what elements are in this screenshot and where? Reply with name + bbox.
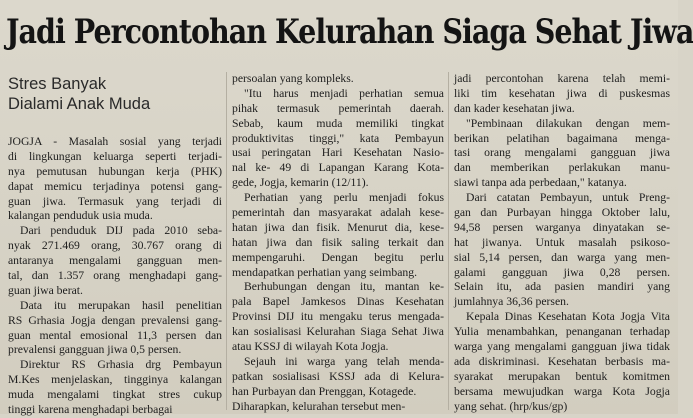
article-line: guan jiwa berat. bbox=[8, 283, 83, 297]
article-line: di lingkungan keluarga seperti terjadi- bbox=[8, 149, 222, 163]
article-line: Perhatian yang perlu menjadi fokus bbox=[244, 191, 444, 205]
article-line: mempengaruhi. Dengan begitu perlu bbox=[232, 250, 444, 264]
article-line: bersama mewujudkan warga Kota Jogja bbox=[454, 384, 670, 398]
article-line: RS Grhasia Jogja dengan prevalensi gang- bbox=[8, 313, 222, 327]
article-line: jumlahnya 36,36 persen. bbox=[454, 295, 569, 309]
column-3 bbox=[454, 72, 670, 414]
article-line: tasi orang mengalami gangguan jiwa bbox=[454, 146, 670, 160]
column-rule bbox=[448, 72, 449, 410]
article-line: syarakat merupakan bentuk komitmen bbox=[454, 369, 670, 383]
article-line: produktivitas tinggi," kata Pembayun bbox=[232, 131, 444, 145]
article-line: hatan jiwa dan fisik saling terkait dan bbox=[232, 235, 444, 249]
column-rule bbox=[226, 72, 227, 410]
article-line: gede, Jogja, kemarin (12/11). bbox=[232, 176, 369, 190]
article-line: prevalensi gangguan jiwa 0,5 persen. bbox=[8, 343, 182, 357]
article-line: nal ke- 49 di Lapangan Karang Kota- bbox=[232, 161, 444, 175]
article-line: ada diskriminasi. Kesehatan berbasis ma- bbox=[454, 354, 670, 368]
article-line: hat jiwanya. Untuk masalah psikoso- bbox=[454, 235, 670, 249]
article-line: dapat memicu terjadinya potensi gang- bbox=[8, 179, 222, 193]
article-line: M.Kes menjelaskan, tingginya kalangan bbox=[8, 373, 222, 387]
article-line: tal, dan 1.357 orang menghadapi gang- bbox=[8, 269, 222, 283]
article-line: han Purbayan dan Prenggan, Kotagede. bbox=[232, 384, 417, 398]
article-line: jadi percontohan karena telah memi- bbox=[454, 72, 670, 85]
article-line: pihak termasuk pemerintah daerah. bbox=[232, 101, 444, 115]
article-line: Kepala Dinas Kesehatan Kota Jogja Vita bbox=[466, 310, 670, 324]
article-line: Selain itu, ada pasien mandiri yang bbox=[454, 280, 670, 294]
article-line: tinggi karena menghadapi berbagai bbox=[8, 403, 173, 417]
article-line: galami gangguan jiwa 0,28 persen. bbox=[454, 265, 670, 279]
article-line: pala Bapel Jamkesos Dinas Kesehatan bbox=[232, 295, 444, 309]
article-line: nya pemutusan hubungan kerja (PHK) bbox=[8, 164, 222, 178]
article-line: Diharapkan, kelurahan tersebut men- bbox=[232, 399, 406, 413]
article-line: Sebab, kaum muda memiliki tingkat bbox=[232, 116, 444, 130]
article-line: atau KSSJ di wilayah Kota Jogja. bbox=[232, 340, 389, 354]
article-line: JOGJA - Masalah sosial yang terjadi bbox=[8, 135, 222, 148]
article-line: Berhubungan dengan itu, mantan ke- bbox=[244, 280, 444, 294]
article-line: patkan sosialisasi KSSJ ada di Kelura- bbox=[232, 369, 444, 383]
article-line: Provinsi DIJ itu mengaku terus mengada- bbox=[232, 310, 444, 324]
article-line: Data itu merupakan hasil penelitian bbox=[20, 298, 222, 312]
article-line: Direktur RS Grhasia drg Pembayun bbox=[20, 358, 222, 372]
article-line: muda mengalami tingkat stres cukup bbox=[8, 388, 222, 402]
article-line: "Pembinaan dilakukan dengan mem- bbox=[466, 116, 670, 130]
article-line: dan kader kesehatan jiwa. bbox=[454, 101, 575, 115]
article-line: liki tim kesehatan jiwa di puskesmas bbox=[454, 86, 670, 100]
article-line: dan memberikan perlakukan manu- bbox=[454, 161, 670, 175]
article-line: 94,58 persen warganya dinyatakan se- bbox=[454, 220, 670, 234]
article-line: guan jiwa. Termasuk yang terjadi di bbox=[8, 194, 222, 208]
article-line: kan sosialisasi Kelurahan Siaga Sehat Jiwa bbox=[232, 325, 444, 339]
article-line: pemerintah dan masyarakat adalah kese- bbox=[232, 206, 444, 220]
article-line: mendapatkan perhatian yang seimbang. bbox=[232, 265, 417, 279]
article-line: Dari catatan Pembayun, untuk Preng- bbox=[466, 191, 670, 205]
deck-line-1: Stres Banyak bbox=[8, 75, 107, 93]
article-line: warga yang mengalami gangguan jiwa tidak bbox=[454, 340, 670, 354]
article-line: Sejauh ini warga yang telah menda- bbox=[244, 354, 444, 368]
column-1 bbox=[8, 135, 222, 417]
deck bbox=[8, 74, 218, 114]
article-line: berikan pelatihan bagaimana menga- bbox=[454, 131, 670, 145]
article-line: yang sehat. (hrp/kus/gp) bbox=[454, 399, 568, 413]
article-line: "Itu harus menjadi perhatian semua bbox=[244, 86, 444, 100]
article-line: Yulia menambahkan, penanganan terhadap bbox=[454, 325, 670, 339]
article-line: kalangan penduduk usia muda. bbox=[8, 209, 153, 223]
deck-line-2: Dialami Anak Muda bbox=[8, 95, 151, 113]
headline: Jadi Percontohan Kelurahan Siaga Sehat Jiwa bbox=[6, 12, 693, 52]
article-line: usai peringatan Hari Kesehatan Nasio- bbox=[232, 146, 444, 160]
article-line: gan dan Purbayan hingga Oktober lalu, bbox=[454, 206, 670, 220]
article-line: Dari penduduk DIJ pada 2010 seba- bbox=[20, 224, 222, 238]
article-line: guan mental emosional 11,3 persen dan bbox=[8, 328, 222, 342]
article-line: siawi tanpa ada perbedaan," katanya. bbox=[454, 176, 627, 190]
article-line: nyak 271.469 orang, 30.767 orang di bbox=[8, 239, 222, 253]
article-line: hatan jiwa dan fisik. Menurut dia, kese- bbox=[232, 220, 444, 234]
column-2 bbox=[232, 72, 444, 414]
article-line: antaranya mengalami gangguan men- bbox=[8, 254, 222, 268]
article-line: persoalan yang kompleks. bbox=[232, 72, 354, 85]
article-line: sial 5,14 persen, dan warga yang men- bbox=[454, 250, 670, 264]
